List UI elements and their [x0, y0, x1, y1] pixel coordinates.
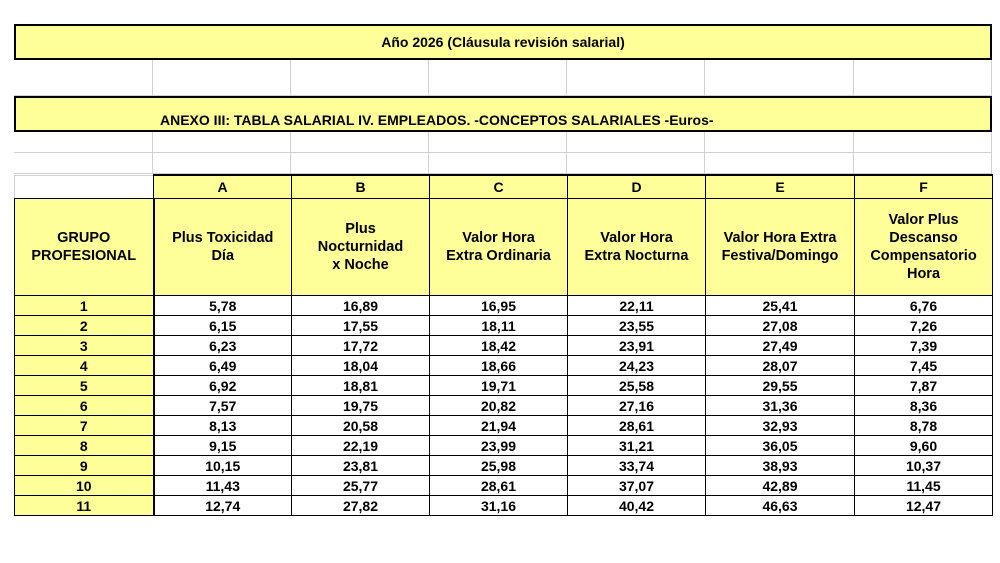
- group-cell[interactable]: 6: [15, 396, 154, 416]
- header-line: Día: [211, 248, 235, 264]
- group-cell[interactable]: 7: [15, 416, 154, 436]
- value-cell[interactable]: 10,15: [154, 456, 292, 476]
- header-line: Valor Plus: [888, 212, 959, 228]
- value-cell[interactable]: 25,58: [568, 376, 706, 396]
- corner-cell[interactable]: [15, 175, 154, 199]
- header-line: Nocturnidad: [317, 239, 404, 255]
- value-cell[interactable]: 8,13: [154, 416, 292, 436]
- column-header[interactable]: [568, 199, 706, 296]
- value-cell[interactable]: 28,07: [706, 356, 855, 376]
- group-cell[interactable]: 11: [15, 496, 154, 516]
- header-line: Valor Hora: [462, 230, 535, 246]
- header-line: Descanso: [889, 230, 958, 246]
- value-cell[interactable]: 23,55: [568, 316, 706, 336]
- value-cell[interactable]: 21,94: [430, 416, 568, 436]
- empty-sheet-row: [14, 60, 992, 96]
- value-cell[interactable]: 20,58: [292, 416, 430, 436]
- value-cell[interactable]: 22,11: [568, 296, 706, 316]
- value-cell[interactable]: 6,76: [855, 296, 993, 316]
- header-line: GRUPO: [57, 230, 111, 246]
- group-cell[interactable]: 8: [15, 436, 154, 456]
- header-row: [15, 199, 993, 296]
- value-cell[interactable]: 18,11: [430, 316, 568, 336]
- value-cell[interactable]: 42,89: [706, 476, 855, 496]
- value-cell[interactable]: 27,82: [292, 496, 430, 516]
- value-cell[interactable]: 23,91: [568, 336, 706, 356]
- column-letter[interactable]: C: [430, 175, 568, 199]
- group-cell[interactable]: 3: [15, 336, 154, 356]
- header-line: PROFESIONAL: [31, 248, 137, 264]
- column-header[interactable]: [430, 199, 568, 296]
- header-line: Valor Hora Extra: [723, 230, 837, 246]
- group-cell[interactable]: 10: [15, 476, 154, 496]
- value-cell[interactable]: 7,57: [154, 396, 292, 416]
- value-cell[interactable]: 31,21: [568, 436, 706, 456]
- table-row: [15, 316, 993, 336]
- value-cell[interactable]: 28,61: [430, 476, 568, 496]
- value-cell[interactable]: 7,39: [855, 336, 993, 356]
- value-cell[interactable]: 18,66: [430, 356, 568, 376]
- value-cell[interactable]: 6,15: [154, 316, 292, 336]
- value-cell[interactable]: 27,08: [706, 316, 855, 336]
- value-cell[interactable]: 25,77: [292, 476, 430, 496]
- value-cell[interactable]: 7,45: [855, 356, 993, 376]
- column-letter[interactable]: E: [706, 175, 855, 199]
- value-cell[interactable]: 23,99: [430, 436, 568, 456]
- value-cell[interactable]: 12,47: [855, 496, 993, 516]
- title-banner[interactable]: Año 2026 (Cláusula revisión salarial): [14, 24, 992, 60]
- empty-sheet-row: [14, 132, 992, 153]
- header-line: x Noche: [332, 257, 389, 273]
- group-cell[interactable]: 2: [15, 316, 154, 336]
- value-cell[interactable]: 29,55: [706, 376, 855, 396]
- table-row: [15, 456, 993, 476]
- column-letter-row: [15, 175, 993, 199]
- value-cell[interactable]: 27,49: [706, 336, 855, 356]
- value-cell[interactable]: 31,36: [706, 396, 855, 416]
- header-line: Hora: [906, 266, 941, 282]
- value-cell[interactable]: 7,26: [855, 316, 993, 336]
- header-line: Extra Ordinaria: [446, 248, 551, 264]
- value-cell[interactable]: 36,05: [706, 436, 855, 456]
- value-cell[interactable]: 11,43: [154, 476, 292, 496]
- value-cell[interactable]: 18,42: [430, 336, 568, 356]
- value-cell[interactable]: 27,16: [568, 396, 706, 416]
- value-cell[interactable]: 9,15: [154, 436, 292, 456]
- value-cell[interactable]: 16,95: [430, 296, 568, 316]
- header-line: Plus: [345, 221, 376, 237]
- subtitle-text: ANEXO III: TABLA SALARIAL IV. EMPLEADOS. -CONCEPTOS SALARIALES -Euros-: [160, 112, 714, 128]
- group-cell[interactable]: 5: [15, 376, 154, 396]
- table-row: [15, 336, 993, 356]
- header-line: Plus Toxicidad: [172, 230, 274, 246]
- column-header[interactable]: [292, 199, 430, 296]
- value-cell[interactable]: 10,37: [855, 456, 993, 476]
- header-line: Valor Hora: [600, 230, 673, 246]
- table-row: [15, 436, 993, 456]
- column-header[interactable]: [154, 199, 292, 296]
- value-cell[interactable]: 37,07: [568, 476, 706, 496]
- value-cell[interactable]: 40,42: [568, 496, 706, 516]
- value-cell[interactable]: 31,16: [430, 496, 568, 516]
- table-row: [15, 376, 993, 396]
- column-header[interactable]: [706, 199, 855, 296]
- value-cell[interactable]: 16,89: [292, 296, 430, 316]
- value-cell[interactable]: 20,82: [430, 396, 568, 416]
- value-cell[interactable]: 22,19: [292, 436, 430, 456]
- table-row: [15, 396, 993, 416]
- value-cell[interactable]: 11,45: [855, 476, 993, 496]
- value-cell[interactable]: 18,04: [292, 356, 430, 376]
- column-letter[interactable]: F: [855, 175, 993, 199]
- value-cell[interactable]: 19,75: [292, 396, 430, 416]
- column-letter[interactable]: D: [568, 175, 706, 199]
- header-line: Festiva/Domingo: [721, 248, 839, 264]
- value-cell[interactable]: 25,41: [706, 296, 855, 316]
- value-cell[interactable]: 6,23: [154, 336, 292, 356]
- value-cell[interactable]: 17,55: [292, 316, 430, 336]
- value-cell[interactable]: 28,61: [568, 416, 706, 436]
- value-cell[interactable]: 23,81: [292, 456, 430, 476]
- column-header[interactable]: [855, 199, 993, 296]
- table-row: [15, 356, 993, 376]
- value-cell[interactable]: 19,71: [430, 376, 568, 396]
- subtitle-banner[interactable]: [14, 96, 992, 132]
- value-cell[interactable]: 46,63: [706, 496, 855, 516]
- value-cell[interactable]: 24,23: [568, 356, 706, 376]
- value-cell[interactable]: 9,60: [855, 436, 993, 456]
- group-cell[interactable]: 9: [15, 456, 154, 476]
- value-cell[interactable]: 38,93: [706, 456, 855, 476]
- table-row: [15, 296, 993, 316]
- value-cell[interactable]: 6,92: [154, 376, 292, 396]
- value-cell[interactable]: 6,49: [154, 356, 292, 376]
- value-cell[interactable]: 5,78: [154, 296, 292, 316]
- table-row: [15, 496, 993, 516]
- value-cell[interactable]: 7,87: [855, 376, 993, 396]
- header-line: Extra Nocturna: [584, 248, 689, 264]
- table-row: [15, 476, 993, 496]
- group-cell[interactable]: 4: [15, 356, 154, 376]
- table-row: [15, 416, 993, 436]
- column-letter[interactable]: A: [154, 175, 292, 199]
- empty-sheet-row: [14, 153, 992, 174]
- value-cell[interactable]: 32,93: [706, 416, 855, 436]
- value-cell[interactable]: 25,98: [430, 456, 568, 476]
- group-cell[interactable]: 1: [15, 296, 154, 316]
- value-cell[interactable]: 17,72: [292, 336, 430, 356]
- group-header[interactable]: [15, 199, 154, 296]
- value-cell[interactable]: 12,74: [154, 496, 292, 516]
- value-cell[interactable]: 33,74: [568, 456, 706, 476]
- value-cell[interactable]: 18,81: [292, 376, 430, 396]
- header-line: Compensatorio: [870, 248, 977, 264]
- value-cell[interactable]: 8,78: [855, 416, 993, 436]
- column-letter[interactable]: B: [292, 175, 430, 199]
- value-cell[interactable]: 8,36: [855, 396, 993, 416]
- salary-table: [14, 174, 993, 516]
